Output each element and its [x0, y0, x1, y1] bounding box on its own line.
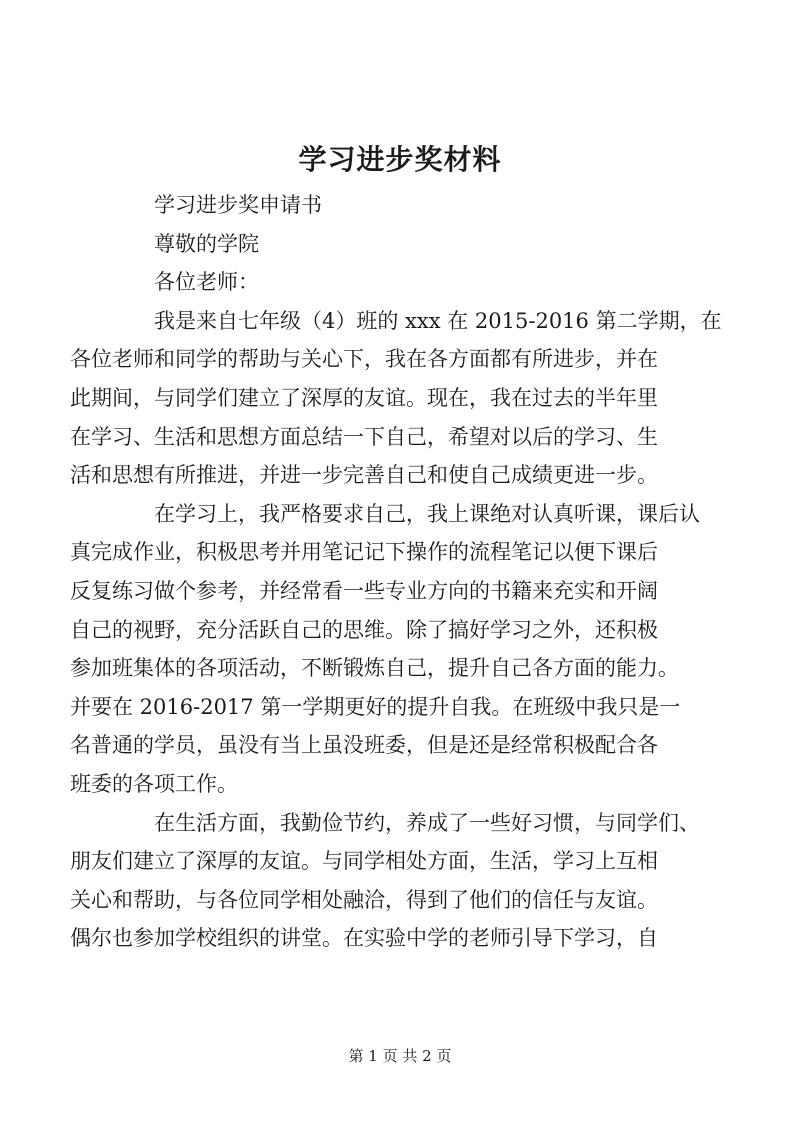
text-line: 在生活方面，我勤俭节约，养成了一些好习惯，与同学们、	[154, 810, 700, 835]
paragraph	[70, 495, 716, 804]
text-line: 偶尔也参加学校组织的讲堂。在实验中学的老师引导下学习，自	[70, 926, 658, 951]
text-line: 自己的视野，充分活跃自己的思维。除了搞好学习之外，还积极	[70, 617, 658, 642]
text-line: 学习进步奖申请书	[154, 193, 322, 217]
text-line: 朋友们建立了深厚的友谊。与同学相处方面，生活，学习上互相	[70, 849, 658, 874]
text-line: 活和思想有所推进，并进一步完善自己和使自己成绩更进一步。	[70, 463, 658, 488]
paragraph	[70, 302, 722, 495]
text-line: 各位老师：	[154, 270, 259, 295]
paragraph	[112, 263, 716, 302]
text-line: 各位老师和同学的帮助与关心下，我在各方面都有所进步，并在	[70, 347, 658, 372]
text-line: 名普通的学员，虽没有当上虽没班委，但是还是经常积极配合各	[70, 733, 658, 758]
page-footer: 第 1 页 共 2 页	[348, 1047, 452, 1065]
document-body	[70, 186, 722, 958]
text-line: 真完成作业，积极思考并用笔记记下操作的流程笔记以便下课后	[70, 540, 658, 565]
text-line: 尊敬的学院	[154, 231, 259, 256]
text-line: 并要在 2016-2017 第一学期更好的提升自我。在班级中我只是一	[70, 694, 681, 719]
text-line: 此期间，与同学们建立了深厚的友谊。现在，我在过去的半年里	[70, 385, 658, 410]
paragraph	[112, 186, 716, 225]
paragraph	[112, 225, 716, 264]
text-line: 在学习上，我严格要求自己，我上课绝对认真听课，课后认	[154, 501, 700, 526]
text-line: 班委的各项工作。	[70, 771, 238, 796]
document-title: 学习进步奖材料	[298, 143, 502, 176]
text-line: 参加班集体的各项活动，不断锻炼自己，提升自己各方面的能力。	[70, 656, 679, 681]
text-line: 我是来自七年级（4）班的 xxx 在 2015-2016 第二学期，在	[154, 308, 722, 333]
text-line: 在学习、生活和思想方面总结一下自己，希望对以后的学习、生	[70, 424, 658, 449]
paragraph	[70, 804, 716, 958]
text-line: 反复练习做个参考，并经常看一些专业方向的书籍来充实和开阔	[70, 578, 658, 603]
text-line: 关心和帮助，与各位同学相处融洽，得到了他们的信任与友谊。	[70, 887, 658, 912]
